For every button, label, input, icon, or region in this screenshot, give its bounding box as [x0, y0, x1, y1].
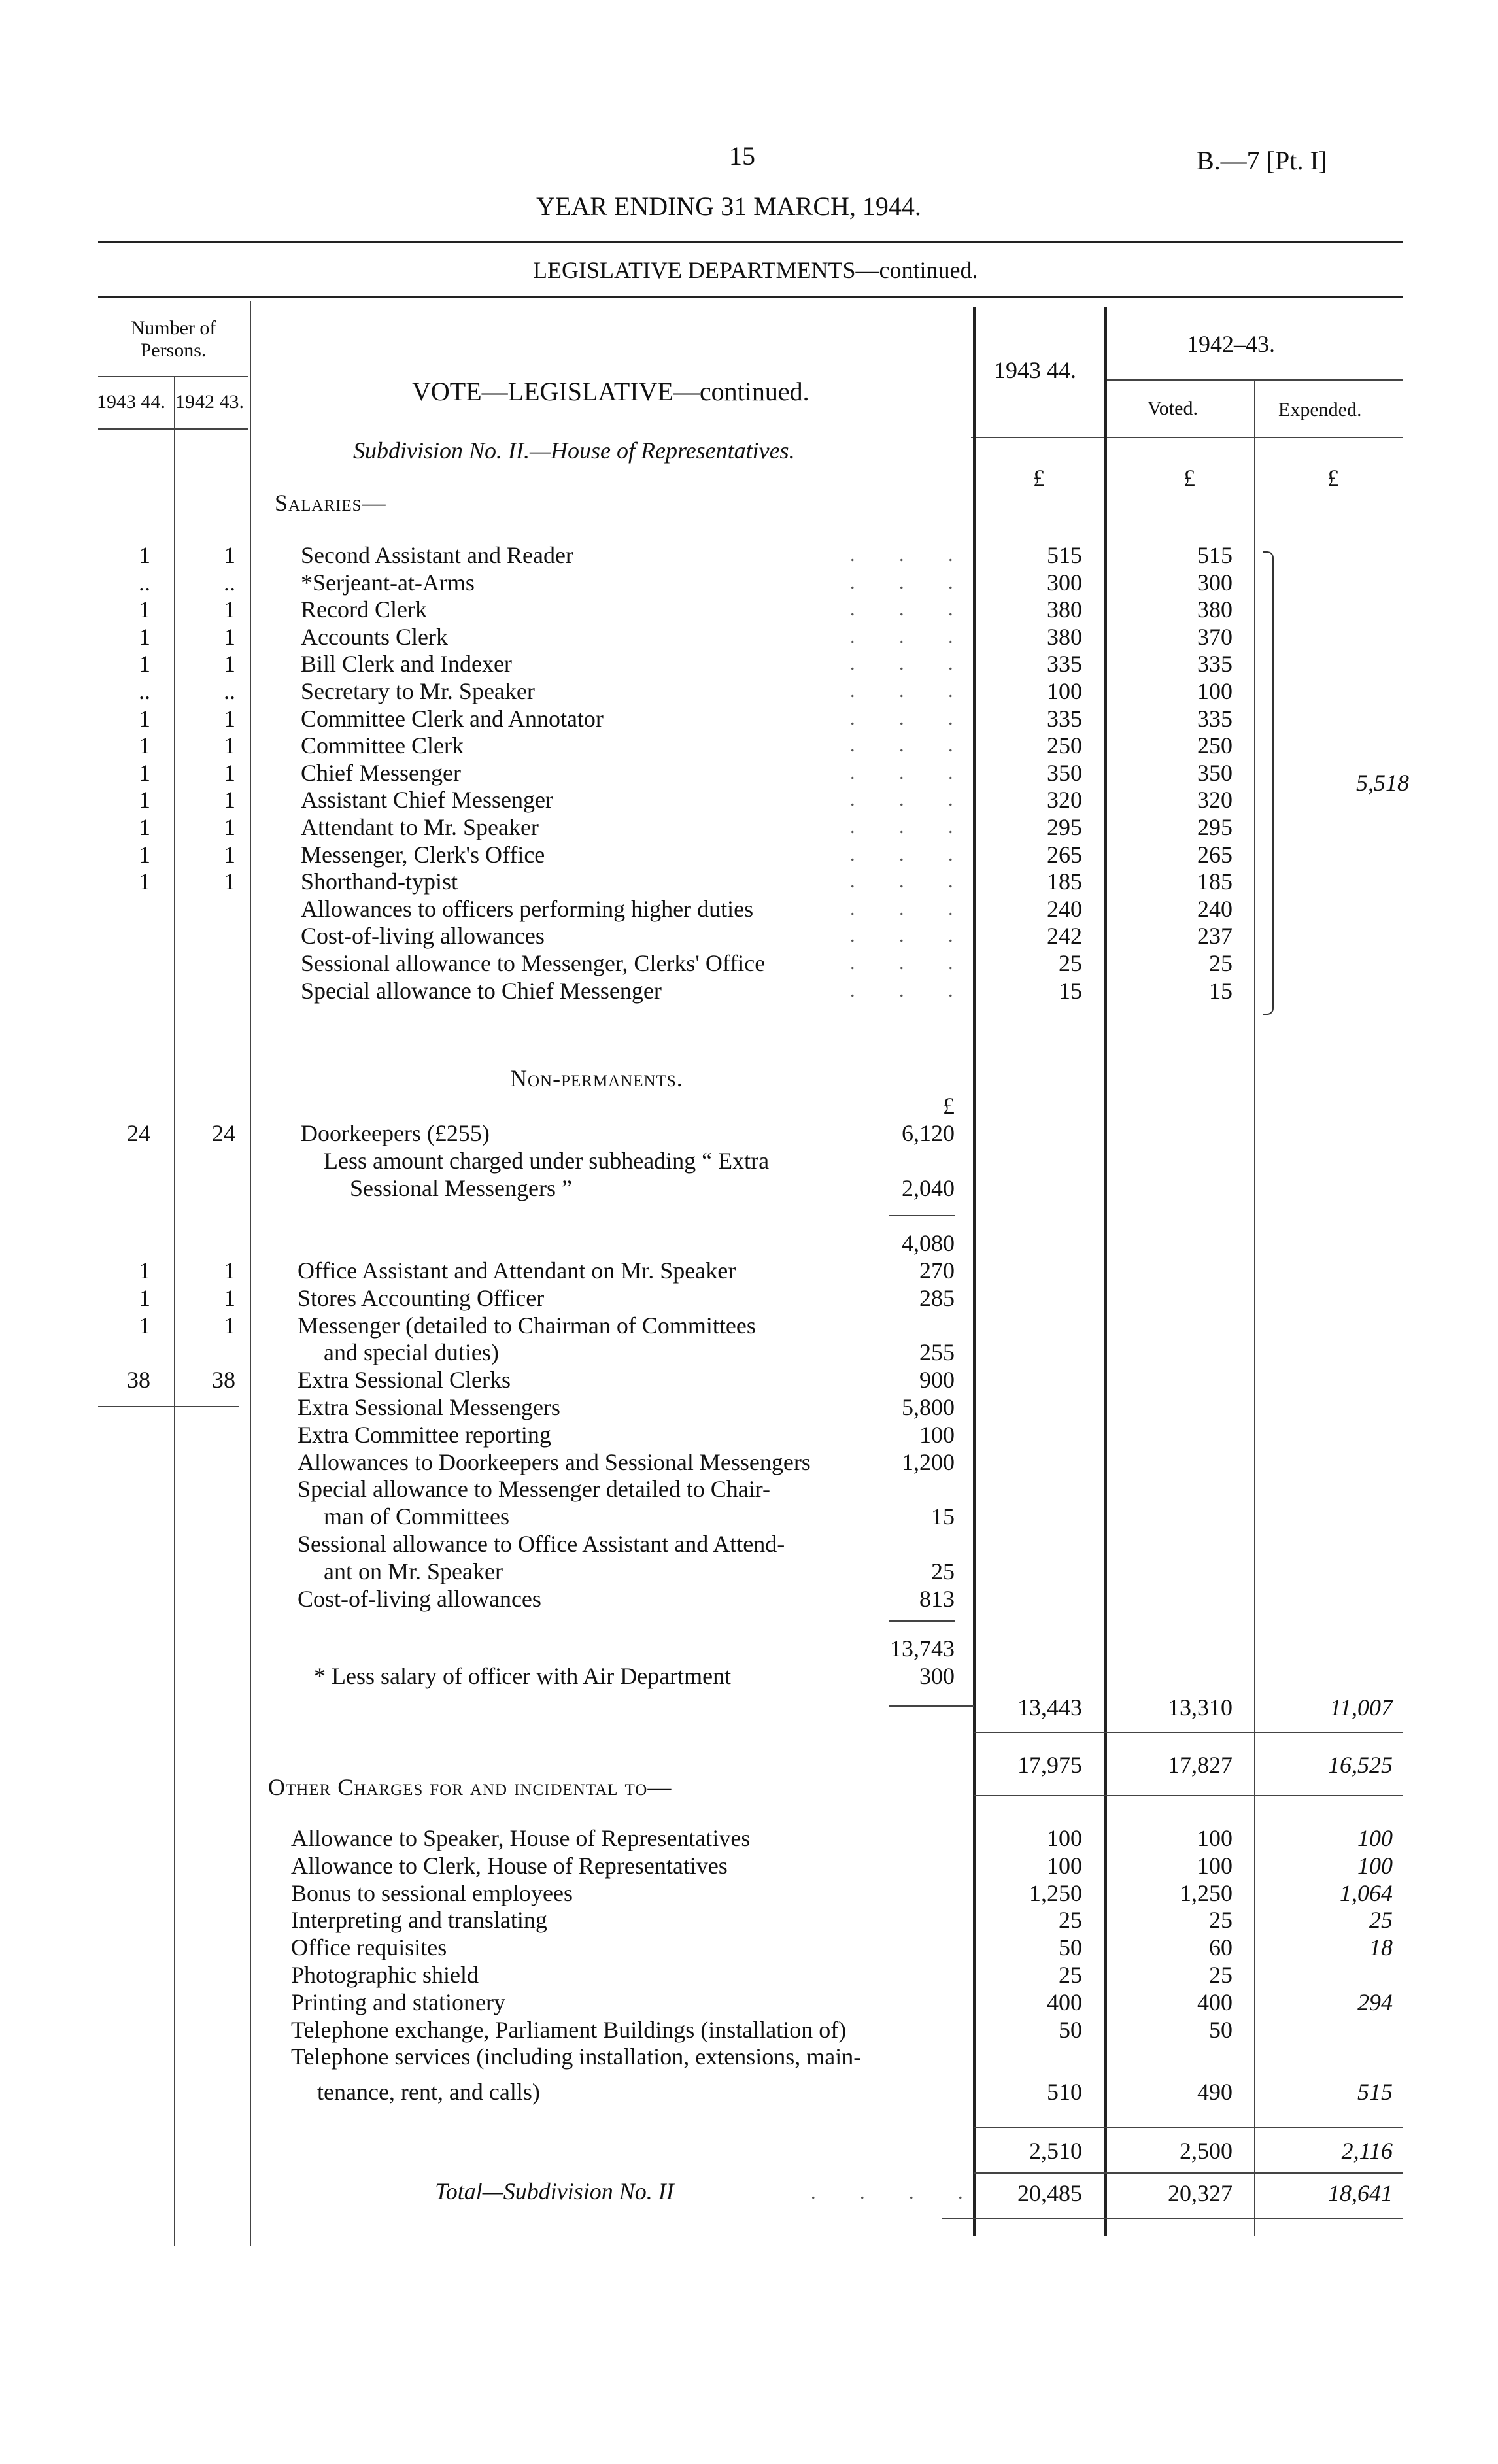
np-amount: 15 — [931, 1503, 955, 1530]
non-permanents-total-1943: 13,443 — [1017, 1694, 1082, 1720]
salary-voted-1942: 515 — [1197, 542, 1233, 568]
other-charge-description: Office requisites — [291, 1934, 447, 1961]
salary-persons-1942: 1 — [224, 596, 235, 623]
non-permanents-total-voted: 13,310 — [1168, 1694, 1233, 1720]
persons-1942-heading: 1942 43. — [175, 391, 244, 413]
year-1942-heading: 1942–43. — [1187, 331, 1275, 357]
salary-voted-1942: 370 — [1197, 623, 1233, 650]
salary-estimate-1943: 250 — [1047, 732, 1082, 759]
salary-description: Special allowance to Chief Messenger — [301, 977, 662, 1004]
salary-description: Record Clerk — [301, 596, 427, 623]
np-amount: 813 — [919, 1585, 955, 1612]
salary-description: Messenger, Clerk's Office — [301, 841, 545, 868]
other-charge-voted-1942: 100 — [1197, 1825, 1233, 1851]
salary-leader-dots: . . . — [850, 571, 973, 593]
salary-description: Attendant to Mr. Speaker — [301, 814, 539, 840]
salary-voted-1942: 380 — [1197, 596, 1233, 623]
non-permanents-pound: £ — [943, 1093, 955, 1119]
header-rule — [98, 241, 1403, 243]
salary-estimate-1943: 265 — [1047, 841, 1082, 868]
doorkeepers-desc: Doorkeepers (£255) — [301, 1120, 490, 1146]
other-charge-description: Photographic shield — [291, 1962, 479, 1988]
salary-estimate-1943: 240 — [1047, 895, 1082, 922]
salary-persons-1942: 1 — [224, 732, 235, 759]
persons-end-rule — [98, 1406, 239, 1407]
np-description: Sessional allowance to Office Assistant and Attend- — [298, 1531, 785, 1557]
salary-estimate-1943: 350 — [1047, 759, 1082, 786]
np-description: Special allowance to Messenger detailed to Chair- — [298, 1476, 771, 1503]
other-charge-description: Telephone exchange, Parliament Buildings (installation of) — [291, 2016, 847, 2043]
year-title: YEAR ENDING 31 MARCH, 1944. — [536, 192, 921, 221]
column-header-rule — [971, 437, 1403, 438]
salary-voted-1942: 15 — [1209, 977, 1233, 1004]
np-amount: 255 — [919, 1339, 955, 1366]
salary-persons-1943: 1 — [139, 759, 150, 786]
np-amount: 900 — [919, 1367, 955, 1394]
doorkeepers-persons-1942: 24 — [212, 1120, 235, 1146]
np-description: and special duties) — [324, 1339, 499, 1366]
salary-leader-dots: . . . — [850, 870, 973, 893]
salary-voted-1942: 295 — [1197, 814, 1233, 840]
other-charge-voted-1942: 1,250 — [1180, 1879, 1233, 1906]
salaries-total-voted: 17,827 — [1168, 1752, 1233, 1778]
other-charge-voted-1942: 60 — [1209, 1934, 1233, 1961]
salary-persons-1943: 1 — [139, 705, 150, 732]
np-persons-1943: 1 — [139, 1284, 150, 1311]
np-amount: 285 — [919, 1284, 955, 1311]
salary-persons-1943: 1 — [139, 542, 150, 568]
pound-expended: £ — [1327, 465, 1339, 491]
salary-leader-dots: . . . — [850, 761, 973, 783]
np-description: Extra Committee reporting — [298, 1421, 551, 1448]
np-description: Stores Accounting Officer — [298, 1284, 545, 1311]
salary-voted-1942: 25 — [1209, 950, 1233, 976]
salary-leader-dots: . . . — [850, 843, 973, 865]
salaries-bracket — [1263, 551, 1274, 1015]
pound-voted: £ — [1183, 465, 1195, 491]
other-charges-total-voted: 2,500 — [1180, 2138, 1233, 2164]
salary-voted-1942: 265 — [1197, 841, 1233, 868]
np-amount: 100 — [919, 1421, 955, 1448]
salary-description: Committee Clerk — [301, 732, 464, 759]
salary-estimate-1943: 300 — [1047, 569, 1082, 596]
salary-description: Shorthand-typist — [301, 868, 458, 895]
less-charged-amount: 2,040 — [902, 1175, 955, 1201]
non-permanents-heading: Non-permanents. — [510, 1065, 683, 1091]
voted-column-rule — [1254, 381, 1255, 2236]
other-charge-description: Bonus to sessional employees — [291, 1879, 573, 1906]
salary-estimate-1943: 380 — [1047, 623, 1082, 650]
salary-description: Committee Clerk and Annotator — [301, 705, 604, 732]
np-description: Extra Sessional Messengers — [298, 1394, 560, 1420]
other-charge-estimate-1943: 1,250 — [1029, 1879, 1082, 1906]
salary-description: *Serjeant-at-Arms — [301, 569, 475, 596]
grand-total-voted: 20,327 — [1168, 2180, 1233, 2206]
salary-leader-dots: . . . — [850, 734, 973, 757]
salary-persons-1943: 1 — [139, 596, 150, 623]
doorkeepers-net: 4,080 — [902, 1230, 955, 1256]
salary-persons-1943: 1 — [139, 732, 150, 759]
salaries-total-1943: 17,975 — [1017, 1752, 1082, 1778]
other-charges-heading: Other Charges for and incidental to— — [268, 1774, 672, 1800]
pound-1943: £ — [1033, 465, 1045, 491]
persons-subheader-rule — [98, 428, 248, 430]
number-of-persons-heading: Number of Persons. — [130, 317, 216, 361]
estimate-column-right-rule — [1104, 307, 1107, 2236]
persons-column-divider — [174, 376, 175, 2246]
salaries-heading: Salaries— — [275, 490, 386, 516]
salary-description: Assistant Chief Messenger — [301, 787, 553, 813]
salary-voted-1942: 185 — [1197, 868, 1233, 895]
non-permanents-total-expended: 11,007 — [1329, 1694, 1393, 1720]
document-reference: B.—7 [Pt. I] — [1197, 146, 1327, 175]
salary-persons-1942: 1 — [224, 841, 235, 868]
salary-leader-dots: . . . — [850, 897, 973, 919]
salary-estimate-1943: 380 — [1047, 596, 1082, 623]
salary-leader-dots: . . . — [850, 544, 973, 566]
salary-persons-1942: 1 — [224, 814, 235, 840]
salary-estimate-1943: 242 — [1047, 923, 1082, 950]
salary-estimate-1943: 320 — [1047, 787, 1082, 813]
salary-description: Bill Clerk and Indexer — [301, 651, 512, 677]
salary-description: Accounts Clerk — [301, 623, 448, 650]
salary-description: Second Assistant and Reader — [301, 542, 573, 568]
doorkeepers-subtotal-rule — [889, 1215, 955, 1216]
other-charges-total-expended: 2,116 — [1341, 2138, 1393, 2164]
other-charge-description: Printing and stationery — [291, 1989, 505, 2015]
salary-estimate-1943: 25 — [1059, 950, 1082, 976]
salary-description: Chief Messenger — [301, 759, 461, 786]
np-description: Office Assistant and Attendant on Mr. Speaker — [298, 1258, 736, 1284]
page-number: 15 — [729, 141, 755, 171]
salaries-expended-total: 5,518 — [1356, 770, 1409, 796]
salary-leader-dots: . . . — [850, 653, 973, 675]
less-salary-desc: * Less salary of officer with Air Department — [314, 1663, 732, 1689]
np-persons-1943: 1 — [139, 1312, 150, 1339]
salary-persons-1942: .. — [224, 569, 235, 596]
salary-estimate-1943: 335 — [1047, 651, 1082, 677]
salary-voted-1942: 250 — [1197, 732, 1233, 759]
other-charge-expended-1942: 515 — [1357, 2079, 1393, 2106]
other-charge-voted-1942: 100 — [1197, 1852, 1233, 1879]
salary-persons-1943: 1 — [139, 651, 150, 677]
np-amount: 1,200 — [902, 1448, 955, 1475]
expended-heading: Expended. — [1278, 399, 1362, 420]
np-persons-1942: 38 — [212, 1367, 235, 1394]
salary-persons-1943: 1 — [139, 623, 150, 650]
np-persons-1942: 1 — [224, 1284, 235, 1311]
section-rule — [98, 296, 1403, 298]
salary-persons-1942: 1 — [224, 542, 235, 568]
salary-leader-dots: . . . — [850, 925, 973, 947]
salary-leader-dots: . . . — [850, 625, 973, 647]
salary-estimate-1943: 100 — [1047, 678, 1082, 704]
other-charge-description: Allowance to Clerk, House of Representatives — [291, 1852, 728, 1879]
salary-voted-1942: 237 — [1197, 923, 1233, 950]
other-charge-expended-1942: 1,064 — [1340, 1879, 1393, 1906]
other-charge-voted-1942: 50 — [1209, 2016, 1233, 2043]
other-charge-estimate-1943: 100 — [1047, 1852, 1082, 1879]
salary-voted-1942: 335 — [1197, 651, 1233, 677]
salary-leader-dots: . . . — [850, 952, 973, 974]
salary-estimate-1943: 185 — [1047, 868, 1082, 895]
np-amount: 25 — [931, 1558, 955, 1584]
np-description: Cost-of-living allowances — [298, 1585, 541, 1612]
grand-total-top-rule — [974, 2172, 1403, 2174]
salary-description: Allowances to officers performing higher duties — [301, 895, 754, 922]
salary-voted-1942: 300 — [1197, 569, 1233, 596]
grand-total-1943: 20,485 — [1017, 2180, 1082, 2206]
less-charged-line1: Less amount charged under subheading “ Extra — [324, 1148, 770, 1174]
np-persons-1943: 1 — [139, 1258, 150, 1284]
np-description: Messenger (detailed to Chairman of Committees — [298, 1312, 756, 1339]
salaries-total-expended: 16,525 — [1328, 1752, 1393, 1778]
salary-leader-dots: . . . — [850, 598, 973, 621]
other-charges-top-rule — [974, 1795, 1403, 1796]
other-charge-expended-1942: 100 — [1357, 1825, 1393, 1851]
salary-persons-1943: .. — [139, 569, 150, 596]
salary-leader-dots: . . . — [850, 816, 973, 838]
vote-title: VOTE—LEGISLATIVE—continued. — [412, 377, 809, 406]
np-description: Extra Sessional Clerks — [298, 1367, 511, 1394]
salary-leader-dots: . . . — [850, 707, 973, 729]
salary-persons-1942: 1 — [224, 868, 235, 895]
np-amount: 270 — [919, 1258, 955, 1284]
other-charge-estimate-1943: 25 — [1059, 1907, 1082, 1934]
other-charge-estimate-1943: 510 — [1047, 2079, 1082, 2106]
salary-description: Cost-of-living allowances — [301, 923, 545, 950]
salary-persons-1942: 1 — [224, 787, 235, 813]
salaries-total-rule — [974, 1732, 1403, 1733]
other-charge-voted-1942: 25 — [1209, 1962, 1233, 1988]
other-charge-expended-1942: 25 — [1369, 1907, 1393, 1934]
other-charge-description: Interpreting and translating — [291, 1907, 547, 1934]
salary-voted-1942: 320 — [1197, 787, 1233, 813]
non-permanents-subtotal: 13,743 — [890, 1635, 955, 1662]
other-charge-estimate-1943: 50 — [1059, 2016, 1082, 2043]
doorkeepers-persons-1943: 24 — [127, 1120, 150, 1146]
voted-heading: Voted. — [1148, 398, 1198, 419]
np-persons-1942: 1 — [224, 1258, 235, 1284]
salary-estimate-1943: 15 — [1059, 977, 1082, 1004]
salary-description: Secretary to Mr. Speaker — [301, 678, 535, 704]
other-charge-estimate-1943: 50 — [1059, 1934, 1082, 1961]
np-amount: 5,800 — [902, 1394, 955, 1420]
np-persons-1943: 38 — [127, 1367, 150, 1394]
estimate-1943-heading: 1943 44. — [994, 357, 1076, 383]
other-charge-description: Allowance to Speaker, House of Representatives — [291, 1825, 751, 1851]
other-charge-estimate-1943: 400 — [1047, 1989, 1082, 2015]
salary-persons-1943: .. — [139, 678, 150, 704]
subdivision-title: Subdivision No. II.—House of Representatives. — [353, 437, 795, 464]
less-salary-amount: 300 — [919, 1663, 955, 1689]
salary-persons-1942: 1 — [224, 651, 235, 677]
salary-leader-dots: . . . — [850, 979, 973, 1001]
salary-estimate-1943: 515 — [1047, 542, 1082, 568]
other-charge-estimate-1943: 25 — [1059, 1962, 1082, 1988]
other-charge-description: Telephone services (including installation, extensions, main- — [291, 2044, 862, 2070]
salary-persons-1943: 1 — [139, 787, 150, 813]
salary-voted-1942: 100 — [1197, 678, 1233, 704]
non-permanents-subtotal-rule — [889, 1620, 955, 1622]
doorkeepers-amount: 6,120 — [902, 1120, 955, 1146]
other-charge-voted-1942: 490 — [1197, 2079, 1233, 2106]
np-description: Allowances to Doorkeepers and Sessional Messengers — [298, 1448, 811, 1475]
salary-persons-1943: 1 — [139, 814, 150, 840]
non-permanents-total-rule-left — [889, 1705, 974, 1707]
salary-voted-1942: 240 — [1197, 895, 1233, 922]
salary-voted-1942: 335 — [1197, 705, 1233, 732]
salary-estimate-1943: 335 — [1047, 705, 1082, 732]
section-title: LEGISLATIVE DEPARTMENTS—continued. — [533, 257, 978, 283]
persons-header-rule — [98, 376, 248, 377]
salary-persons-1942: 1 — [224, 759, 235, 786]
other-charges-total-1943: 2,510 — [1029, 2138, 1082, 2164]
grand-total-leader: . . . . — [811, 2182, 983, 2203]
salary-leader-dots: . . . — [850, 680, 973, 702]
salary-persons-1942: .. — [224, 678, 235, 704]
other-charge-voted-1942: 25 — [1209, 1907, 1233, 1934]
np-description: ant on Mr. Speaker — [324, 1558, 503, 1584]
salary-description: Sessional allowance to Messenger, Clerks' Office — [301, 950, 766, 976]
other-charge-expended-1942: 18 — [1369, 1934, 1393, 1961]
grand-total-label: Total—Subdivision No. II — [435, 2178, 674, 2204]
salary-leader-dots: . . . — [850, 789, 973, 811]
persons-column-rule — [250, 301, 251, 2246]
other-charge-expended-1942: 294 — [1357, 1989, 1393, 2015]
salary-voted-1942: 350 — [1197, 759, 1233, 786]
grand-total-bottom-rule — [942, 2218, 1403, 2219]
grand-total-expended: 18,641 — [1328, 2180, 1393, 2206]
np-description: man of Committees — [324, 1503, 509, 1530]
salary-persons-1942: 1 — [224, 623, 235, 650]
persons-1943-heading: 1943 44. — [97, 391, 165, 413]
other-charge-description: tenance, rent, and calls) — [317, 2079, 540, 2106]
estimate-column-left-rule — [973, 307, 976, 2236]
other-charge-estimate-1943: 100 — [1047, 1825, 1082, 1851]
np-persons-1942: 1 — [224, 1312, 235, 1339]
other-charges-total-rule — [974, 2127, 1403, 2128]
other-charge-voted-1942: 400 — [1197, 1989, 1233, 2015]
other-charge-expended-1942: 100 — [1357, 1852, 1393, 1879]
salary-estimate-1943: 295 — [1047, 814, 1082, 840]
salary-persons-1943: 1 — [139, 841, 150, 868]
salary-persons-1942: 1 — [224, 705, 235, 732]
less-charged-line2: Sessional Messengers ” — [350, 1175, 572, 1201]
salary-persons-1943: 1 — [139, 868, 150, 895]
